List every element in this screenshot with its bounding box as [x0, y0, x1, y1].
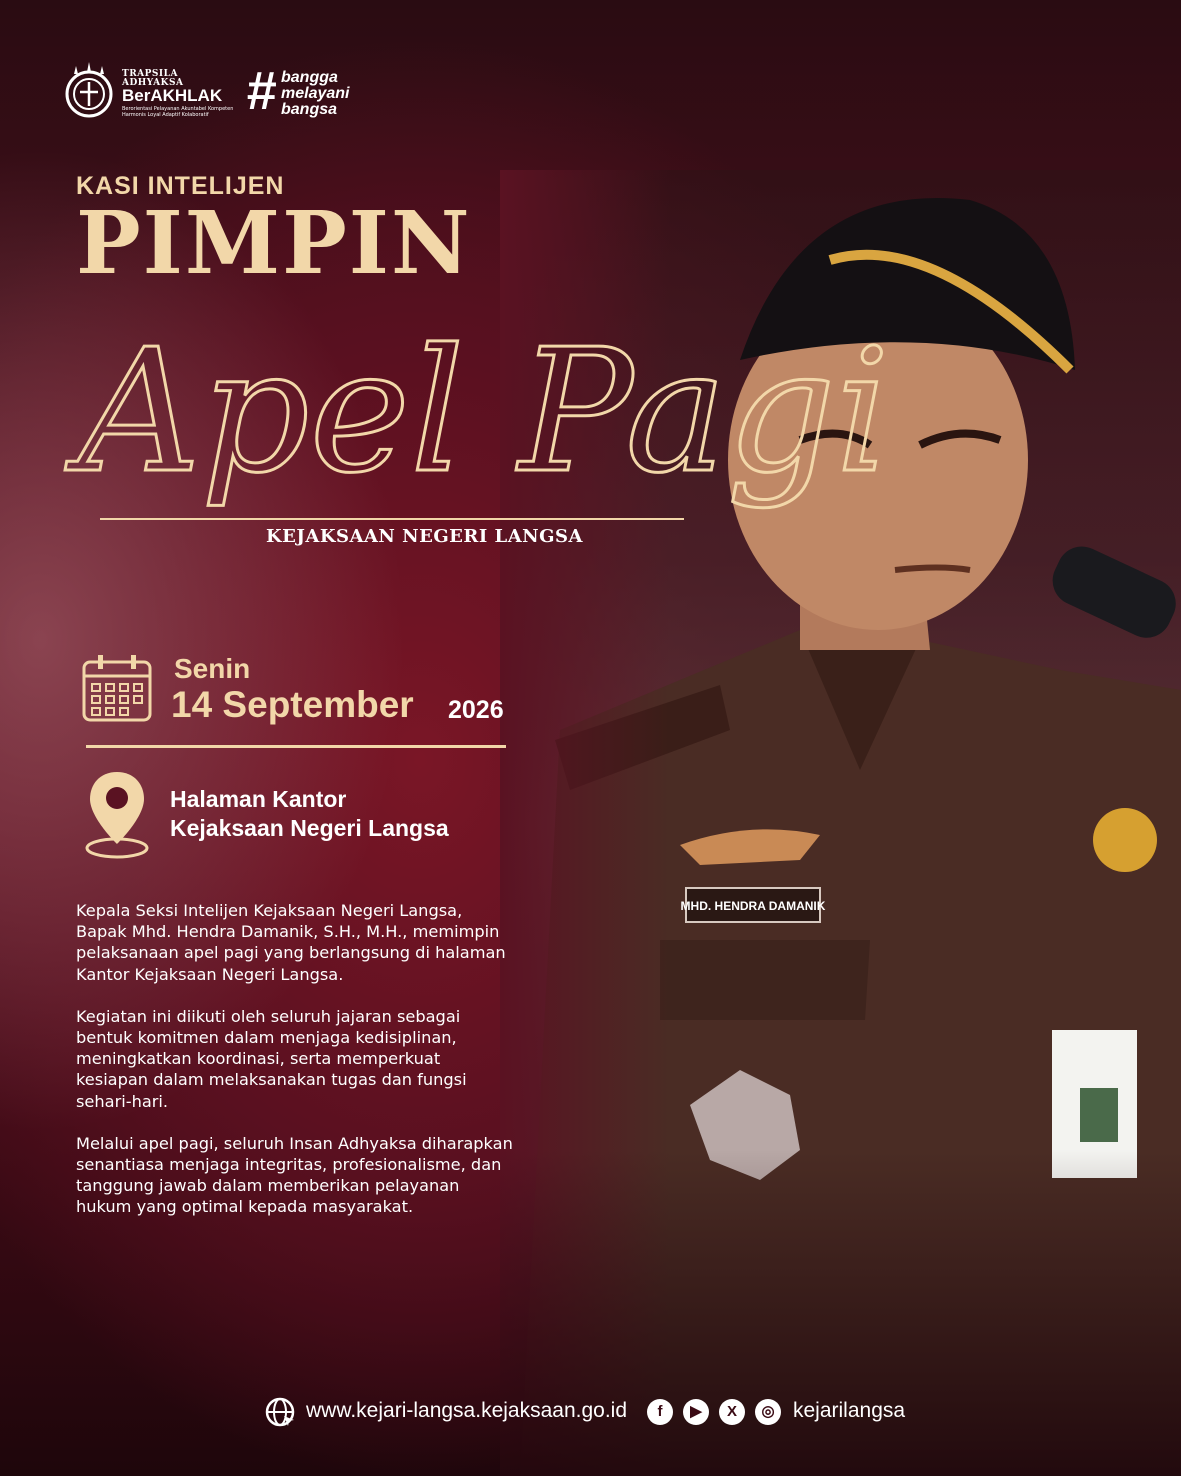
institution-name: KEJAKSAAN NEGERI LANGSA	[266, 526, 583, 547]
website-link[interactable]: www.kejari-langsa.kejaksaan.go.id	[306, 1399, 627, 1422]
body-paragraph-1: Kepala Seksi Intelijen Kejaksaan Negeri Langsa, Bapak Mhd. Hendra Damanik, S.H., M.H., memimpin pelaksanaan apel pagi yang berlangsung di halaman Kantor Kejaksaan Negeri Langsa.	[76, 901, 506, 984]
slogan-bangsa: bangsa	[281, 101, 338, 118]
headline-kicker: KASI INTELIJEN	[76, 172, 285, 200]
event-day: Senin	[174, 653, 251, 684]
footer	[264, 1396, 964, 1428]
headline-title: PIMPIN	[76, 193, 472, 294]
script-title	[78, 290, 890, 550]
calendar-icon	[82, 654, 152, 722]
youtube-icon[interactable]: ▶	[683, 1399, 709, 1425]
body-paragraph-3: Melalui apel pagi, seluruh Insan Adhyaksa diharapkan senantiasa menjaga integritas, profesionalisme, dan tanggung jawab dalam memberikan pelayanan hukum yang optimal kepada masyarakat.	[76, 1133, 513, 1217]
date-divider	[86, 745, 506, 748]
berakhlak-logo	[58, 58, 378, 128]
logo-tagline-text: Berorientasi Pelayanan Akuntabel Kompeten Harmonis Loyal Adaptif Kolaboratif	[122, 106, 234, 118]
logo-berakhlak-text: BerAKHLAK	[122, 86, 223, 105]
location-line-2: Kejaksaan Negeri Langsa	[170, 815, 449, 841]
instagram-icon[interactable]: ◎	[755, 1399, 781, 1425]
event-year: 2026	[448, 696, 504, 724]
location-pin-icon	[84, 768, 150, 860]
hashtag-symbol: #	[246, 61, 277, 121]
slogan-bangga: bangga	[281, 69, 338, 86]
logo-adhyaksa-text: ADHYAKSA	[122, 78, 184, 88]
globe-icon	[264, 1396, 296, 1428]
script-title-text: Apel Pagi	[78, 313, 890, 511]
location-line-1: Halaman Kantor	[170, 786, 347, 812]
event-date: 14 September	[171, 684, 414, 725]
kejaksaan-emblem-icon	[58, 58, 120, 120]
facebook-icon[interactable]: f	[647, 1399, 673, 1425]
logo-trapsila-text: TRAPSILA	[122, 69, 178, 79]
title-divider	[100, 518, 684, 520]
social-handle[interactable]: kejarilangsa	[793, 1399, 906, 1422]
x-icon[interactable]: X	[719, 1399, 745, 1425]
body-paragraph-2: Kegiatan ini diikuti oleh seluruh jajaran sebagai bentuk komitmen dalam menjaga kedisiplinan, meningkatkan koordinasi, serta memperkuat kesiapan dalam melaksanakan tugas dan fungsi sehari-hari.	[76, 1006, 467, 1111]
article-body	[76, 900, 516, 1239]
slogan-melayani: melayani	[281, 85, 350, 102]
